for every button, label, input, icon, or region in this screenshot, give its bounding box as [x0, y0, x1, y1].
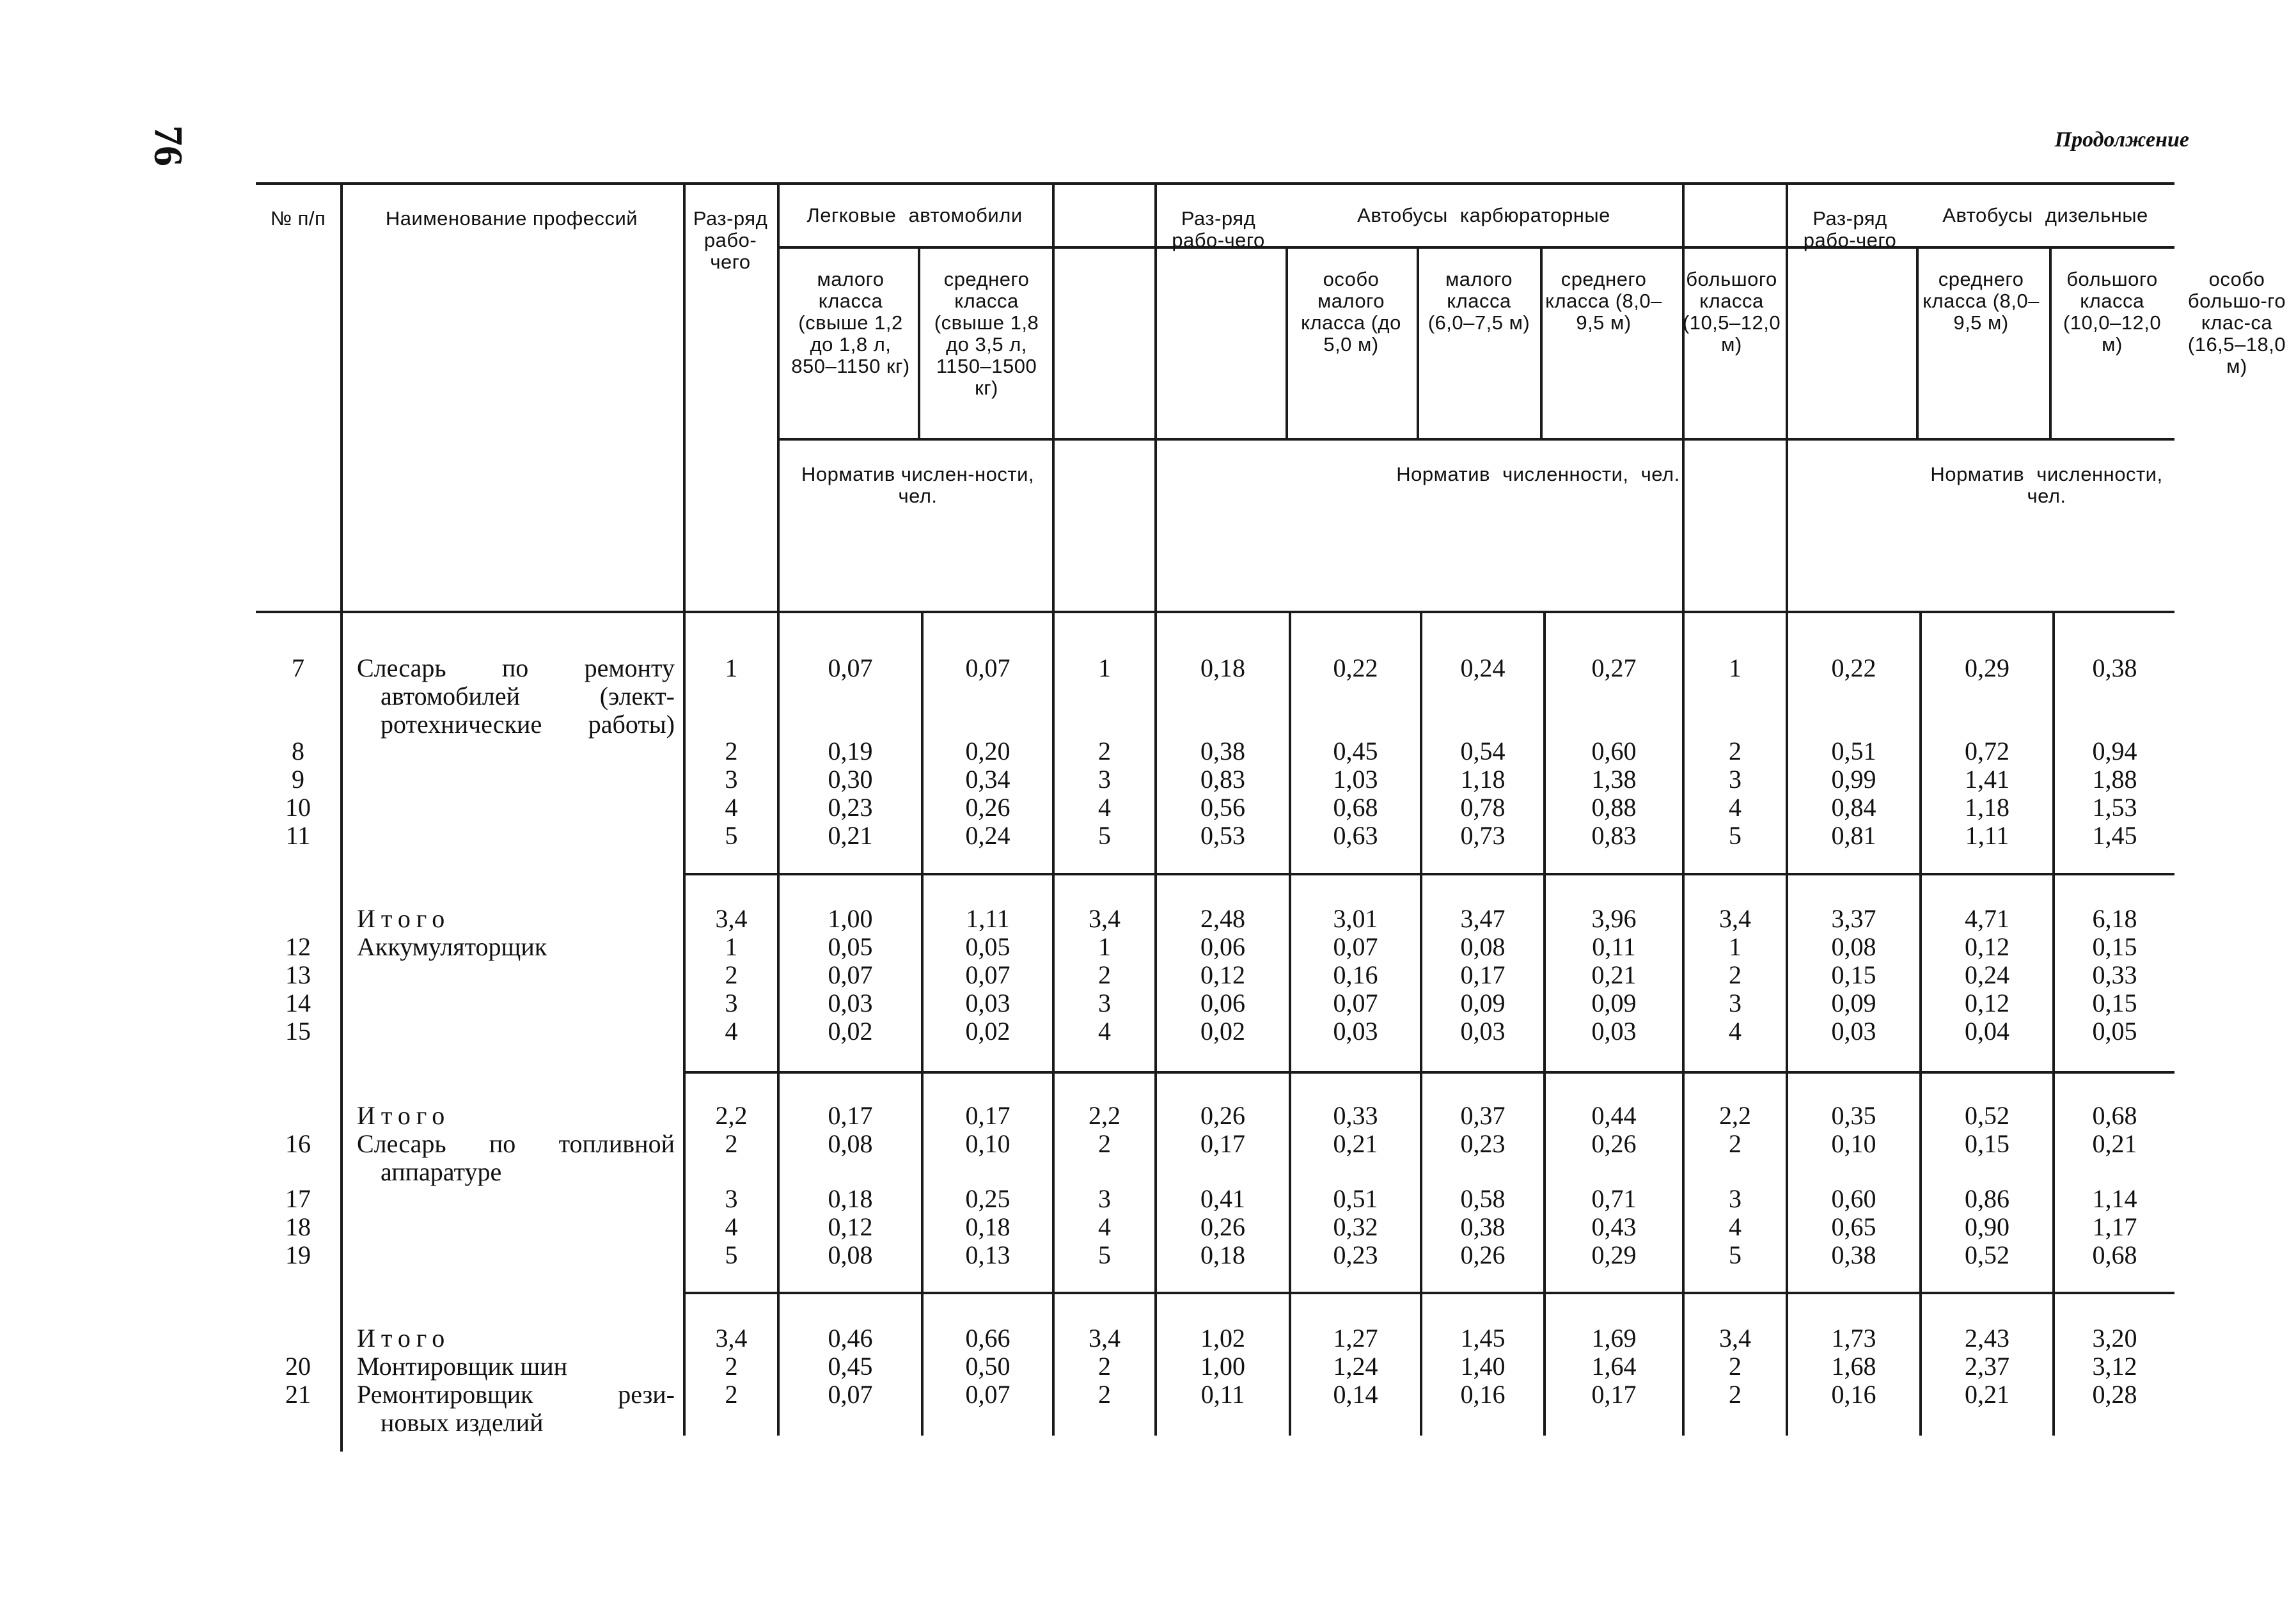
cell-r3: 2 — [1729, 1380, 1742, 1409]
cell-c1: 0,45 — [828, 1352, 873, 1381]
cell-b3: 0,37 — [1460, 1101, 1506, 1130]
cell-n: 20 — [285, 1352, 311, 1381]
cell-d1: 0,84 — [1831, 793, 1876, 822]
cell-c2: 0,24 — [965, 821, 1010, 850]
cell-r2: 3,4 — [1089, 904, 1120, 933]
cell-r1: 1 — [725, 932, 738, 961]
subtotal-label: Итого — [357, 904, 451, 933]
cell-r1: 2 — [725, 1129, 738, 1158]
profession-name: аппаратуре — [381, 1157, 502, 1186]
cell-b1: 0,41 — [1200, 1184, 1245, 1213]
cell-d2: 0,12 — [1965, 989, 2009, 1017]
cell-r2: 5 — [1098, 1241, 1111, 1269]
header-bottom-rule — [256, 611, 2174, 613]
cell-b4: 0,26 — [1591, 1129, 1637, 1158]
header-rank-2: Раз-ряд рабо-чего — [1172, 207, 1265, 251]
cell-d3: 1,88 — [2092, 765, 2137, 794]
cell-d2: 0,12 — [1965, 932, 2009, 961]
cell-c2: 0,10 — [965, 1129, 1010, 1158]
cell-n: 14 — [285, 989, 311, 1017]
cell-b4: 0,11 — [1592, 932, 1636, 961]
cell-d3: 0,68 — [2092, 1101, 2137, 1130]
cell-d3: 0,15 — [2092, 932, 2137, 961]
cell-r3: 2 — [1729, 1129, 1742, 1158]
cell-b3: 1,18 — [1460, 765, 1506, 794]
cell-n: 16 — [285, 1129, 311, 1158]
cell-b1: 0,12 — [1200, 960, 1245, 989]
cell-r3: 4 — [1729, 1212, 1742, 1241]
cell-b2: 0,51 — [1333, 1184, 1378, 1213]
cell-r3: 2,2 — [1719, 1101, 1751, 1130]
cell-c1: 0,19 — [828, 737, 873, 765]
cell-c2: 0,20 — [965, 737, 1010, 765]
cell-b4: 0,21 — [1591, 960, 1637, 989]
cell-r1: 2,2 — [715, 1101, 748, 1130]
cell-c1: 0,12 — [828, 1212, 873, 1241]
col-rule-carb-1-header — [1286, 246, 1288, 438]
header-diesel-norm: Норматив численности, чел. — [1930, 463, 2163, 507]
cell-d1: 0,60 — [1831, 1184, 1876, 1213]
profession-name: ротехнические работы) — [381, 710, 675, 739]
cell-r2: 2 — [1098, 1352, 1111, 1381]
cell-b2: 0,33 — [1333, 1101, 1378, 1130]
cell-d1: 0,03 — [1831, 1017, 1876, 1046]
header-carb-extra-small: особо малого класса (до 5,0 м) — [1301, 268, 1401, 356]
cell-r2: 1 — [1098, 654, 1111, 682]
cell-r3: 4 — [1729, 793, 1742, 822]
cell-c1: 0,30 — [828, 765, 873, 794]
cell-n: 21 — [285, 1380, 311, 1409]
profession-name: Аккумуляторщик — [357, 932, 547, 961]
cell-b3: 0,26 — [1460, 1241, 1506, 1269]
cell-d1: 0,08 — [1831, 932, 1876, 961]
cell-b2: 0,32 — [1333, 1212, 1378, 1241]
cell-b1: 0,17 — [1200, 1129, 1245, 1158]
cell-d3: 0,28 — [2092, 1380, 2137, 1409]
cell-d1: 0,38 — [1831, 1241, 1876, 1269]
cell-d1: 0,16 — [1831, 1380, 1876, 1409]
cell-d3: 0,21 — [2092, 1129, 2137, 1158]
cell-d1: 0,65 — [1831, 1212, 1876, 1241]
cell-d2: 0,72 — [1965, 737, 2009, 765]
header-cars-medium: среднего класса (свыше 1,8 до 3,5 л, 1150–1500 кг) — [934, 268, 1039, 399]
cell-b4: 0,83 — [1591, 821, 1637, 850]
cell-b2: 0,07 — [1333, 989, 1378, 1017]
cell-b1: 0,53 — [1200, 821, 1245, 850]
cell-c1: 0,21 — [828, 821, 873, 850]
cell-r1: 2 — [725, 737, 738, 765]
profession-name: автомобилей (элект- — [381, 682, 675, 710]
cell-b3: 0,09 — [1460, 989, 1506, 1017]
cell-r1: 3 — [725, 765, 738, 794]
cell-r3: 1 — [1729, 654, 1742, 682]
cell-b3: 0,16 — [1460, 1380, 1506, 1409]
cell-r3: 2 — [1729, 737, 1742, 765]
cell-c1: 0,07 — [828, 960, 873, 989]
cell-r2: 1 — [1098, 932, 1111, 961]
cell-b3: 0,23 — [1460, 1129, 1506, 1158]
cell-b2: 1,03 — [1333, 765, 1378, 794]
cell-r1: 5 — [725, 1241, 738, 1269]
cell-c1: 0,08 — [828, 1129, 873, 1158]
cell-r2: 2 — [1098, 960, 1111, 989]
subtotal-label: Итого — [357, 1324, 451, 1352]
header-cars-norm: Норматив числен-ности, чел. — [801, 463, 1035, 507]
cell-d3: 1,45 — [2092, 821, 2137, 850]
cell-c2: 0,34 — [965, 765, 1010, 794]
cell-b2: 0,21 — [1333, 1129, 1378, 1158]
cell-b4: 0,44 — [1591, 1101, 1637, 1130]
cell-c2: 0,13 — [965, 1241, 1010, 1269]
norms-table — [256, 182, 2286, 1461]
cell-d1: 1,68 — [1831, 1352, 1876, 1381]
cell-r1: 4 — [725, 793, 738, 822]
cell-d2: 0,29 — [1965, 654, 2009, 682]
cell-b3: 0,54 — [1460, 737, 1506, 765]
profession-name: Слесарь по ремонту — [357, 654, 675, 682]
cell-n: 9 — [292, 765, 304, 794]
cell-b4: 0,03 — [1591, 1017, 1637, 1046]
cell-c1: 0,46 — [828, 1324, 873, 1352]
cell-r2: 4 — [1098, 793, 1111, 822]
cell-d2: 1,18 — [1965, 793, 2009, 822]
cell-d2: 1,41 — [1965, 765, 2009, 794]
cell-b1: 0,06 — [1200, 989, 1245, 1017]
cell-b4: 3,96 — [1591, 904, 1637, 933]
cell-n: 13 — [285, 960, 311, 989]
cell-r2: 4 — [1098, 1212, 1111, 1241]
cell-b1: 0,02 — [1200, 1017, 1245, 1046]
header-diesel: Автобусы дизельные — [1942, 204, 2148, 226]
header-norm-rule — [777, 438, 2174, 441]
cell-c2: 0,03 — [965, 989, 1010, 1017]
cell-d2: 0,86 — [1965, 1184, 2009, 1213]
section-rule-3 — [684, 1292, 2174, 1294]
cell-n: 8 — [292, 737, 304, 765]
col-rule-num — [340, 182, 343, 1452]
cell-r3: 4 — [1729, 1017, 1742, 1046]
header-carb-small: малого класса (6,0–7,5 м) — [1427, 268, 1530, 334]
cell-r2: 5 — [1098, 821, 1111, 850]
cell-b1: 1,02 — [1200, 1324, 1245, 1352]
cell-d3: 3,12 — [2092, 1352, 2137, 1381]
cell-r2: 3 — [1098, 989, 1111, 1017]
continuation-label: Продолжение — [2054, 128, 2189, 152]
header-carb: Автобусы карбюраторные — [1357, 204, 1610, 226]
cell-n: 11 — [285, 821, 311, 850]
table-top-rule — [256, 182, 2174, 185]
col-rule-carb-3-header — [1540, 246, 1543, 438]
col-rule-cars-mid-header — [918, 246, 920, 438]
cell-d1: 1,73 — [1831, 1324, 1876, 1352]
cell-r2: 2,2 — [1089, 1101, 1120, 1130]
cell-d2: 1,11 — [1965, 821, 2009, 850]
cell-n: 17 — [285, 1184, 311, 1213]
cell-r3: 5 — [1729, 1241, 1742, 1269]
section-rule-1 — [684, 873, 2174, 875]
header-subgroup-rule — [777, 246, 2174, 249]
cell-b4: 1,38 — [1591, 765, 1637, 794]
cell-r1: 3 — [725, 1184, 738, 1213]
cell-c2: 1,11 — [966, 904, 1010, 933]
cell-r2: 2 — [1098, 1380, 1111, 1409]
cell-n: 10 — [285, 793, 311, 822]
cell-r2: 2 — [1098, 737, 1111, 765]
cell-b2: 0,07 — [1333, 932, 1378, 961]
cell-d1: 0,35 — [1831, 1101, 1876, 1130]
cell-b3: 0,03 — [1460, 1017, 1506, 1046]
cell-b4: 1,64 — [1591, 1352, 1637, 1381]
cell-d1: 0,51 — [1831, 737, 1876, 765]
cell-r1: 3,4 — [715, 1324, 748, 1352]
cell-d3: 0,05 — [2092, 1017, 2137, 1046]
cell-b4: 0,09 — [1591, 989, 1637, 1017]
cell-b1: 2,48 — [1200, 904, 1245, 933]
header-profession: Наименование профессий — [385, 207, 638, 230]
cell-b1: 0,06 — [1200, 932, 1245, 961]
cell-d3: 1,17 — [2092, 1212, 2137, 1241]
cell-r1: 3 — [725, 989, 738, 1017]
cell-r3: 1 — [1729, 932, 1742, 961]
cell-b4: 0,29 — [1591, 1241, 1637, 1269]
cell-b4: 0,71 — [1591, 1184, 1637, 1213]
cell-c1: 0,03 — [828, 989, 873, 1017]
cell-b1: 0,38 — [1200, 737, 1245, 765]
cell-c2: 0,17 — [965, 1101, 1010, 1130]
cell-b1: 0,26 — [1200, 1212, 1245, 1241]
cell-r3: 3 — [1729, 1184, 1742, 1213]
header-diesel-medium: среднего класса (8,0–9,5 м) — [1923, 268, 2040, 334]
cell-b2: 0,23 — [1333, 1241, 1378, 1269]
cell-b1: 0,26 — [1200, 1101, 1245, 1130]
cell-r3: 3 — [1729, 765, 1742, 794]
cell-d2: 0,04 — [1965, 1017, 2009, 1046]
header-carb-large: большого класса (10,5–12,0 м) — [1682, 268, 1781, 356]
cell-r1: 5 — [725, 821, 738, 850]
cell-b3: 0,58 — [1460, 1184, 1506, 1213]
cell-b1: 0,83 — [1200, 765, 1245, 794]
cell-r1: 1 — [725, 654, 738, 682]
col-rule-diesel-2-header — [2049, 246, 2052, 438]
cell-n: 7 — [292, 654, 304, 682]
cell-b1: 1,00 — [1200, 1352, 1245, 1381]
cell-d2: 4,71 — [1965, 904, 2009, 933]
cell-b3: 3,47 — [1460, 904, 1506, 933]
cell-c1: 0,23 — [828, 793, 873, 822]
cell-b2: 3,01 — [1333, 904, 1378, 933]
header-rank-3: Раз-ряд рабо-чего — [1803, 207, 1897, 251]
header-num: № п/п — [270, 207, 326, 230]
cell-b1: 0,18 — [1200, 1241, 1245, 1269]
cell-r1: 4 — [725, 1017, 738, 1046]
cell-d2: 0,21 — [1965, 1380, 2009, 1409]
cell-b4: 0,88 — [1591, 793, 1637, 822]
cell-r2: 3 — [1098, 1184, 1111, 1213]
cell-d3: 0,94 — [2092, 737, 2137, 765]
header-carb-medium: среднего класса (8,0–9,5 м) — [1545, 268, 1662, 334]
cell-n: 18 — [285, 1212, 311, 1241]
cell-n: 15 — [285, 1017, 311, 1046]
cell-b3: 0,78 — [1460, 793, 1506, 822]
cell-d2: 0,24 — [1965, 960, 2009, 989]
cell-d3: 0,15 — [2092, 989, 2137, 1017]
cell-c2: 0,50 — [965, 1352, 1010, 1381]
cell-d3: 0,68 — [2092, 1241, 2137, 1269]
page-number: 76 — [146, 125, 191, 166]
cell-c2: 0,26 — [965, 793, 1010, 822]
cell-r2: 3,4 — [1089, 1324, 1120, 1352]
cell-d3: 1,53 — [2092, 793, 2137, 822]
cell-d3: 0,38 — [2092, 654, 2137, 682]
cell-b2: 1,27 — [1333, 1324, 1378, 1352]
cell-d2: 0,90 — [1965, 1212, 2009, 1241]
cell-b4: 0,60 — [1591, 737, 1637, 765]
cell-b2: 0,68 — [1333, 793, 1378, 822]
cell-c2: 0,66 — [965, 1324, 1010, 1352]
cell-b2: 0,63 — [1333, 821, 1378, 850]
cell-r2: 4 — [1098, 1017, 1111, 1046]
cell-c1: 1,00 — [828, 904, 873, 933]
cell-r3: 2 — [1729, 960, 1742, 989]
cell-b4: 0,17 — [1591, 1380, 1637, 1409]
cell-c1: 0,07 — [828, 654, 873, 682]
cell-c1: 0,07 — [828, 1380, 873, 1409]
col-rule-carb-2-header — [1417, 246, 1419, 438]
cell-b4: 0,27 — [1591, 654, 1637, 682]
cell-r3: 2 — [1729, 1352, 1742, 1381]
header-carb-norm: Норматив численности, чел. — [1396, 463, 1680, 485]
cell-b2: 0,03 — [1333, 1017, 1378, 1046]
cell-d2: 0,52 — [1965, 1101, 2009, 1130]
header-rank-1: Раз-ряд рабо-чего — [693, 207, 768, 273]
cell-b2: 0,14 — [1333, 1380, 1378, 1409]
subtotal-label: Итого — [357, 1101, 451, 1130]
header-diesel-extra-large: особо большо-го клас-са (16,5–18,0 м) — [2187, 268, 2286, 377]
cell-b3: 1,45 — [1460, 1324, 1506, 1352]
cell-d1: 0,99 — [1831, 765, 1876, 794]
cell-c1: 0,18 — [828, 1184, 873, 1213]
header-diesel-large: большого класса (10,0–12,0 м) — [2063, 268, 2162, 356]
cell-c1: 0,05 — [828, 932, 873, 961]
cell-r1: 4 — [725, 1212, 738, 1241]
cell-b3: 0,08 — [1460, 932, 1506, 961]
section-rule-2 — [684, 1071, 2174, 1074]
cell-d1: 0,15 — [1831, 960, 1876, 989]
cell-b3: 0,24 — [1460, 654, 1506, 682]
cell-r3: 3,4 — [1719, 904, 1751, 933]
cell-d1: 0,81 — [1831, 821, 1876, 850]
cell-r1: 2 — [725, 960, 738, 989]
cell-d3: 1,14 — [2092, 1184, 2137, 1213]
cell-c2: 0,07 — [965, 1380, 1010, 1409]
cell-c2: 0,05 — [965, 932, 1010, 961]
cell-c2: 0,18 — [965, 1212, 1010, 1241]
cell-r1: 2 — [725, 1380, 738, 1409]
cell-b4: 0,43 — [1591, 1212, 1637, 1241]
cell-r3: 3,4 — [1719, 1324, 1751, 1352]
cell-b1: 0,11 — [1200, 1380, 1245, 1409]
cell-d2: 0,52 — [1965, 1241, 2009, 1269]
cell-d1: 0,22 — [1831, 654, 1876, 682]
cell-b3: 0,73 — [1460, 821, 1506, 850]
cell-b3: 1,40 — [1460, 1352, 1506, 1381]
cell-d1: 0,10 — [1831, 1129, 1876, 1158]
cell-d3: 3,20 — [2092, 1324, 2137, 1352]
cell-b2: 1,24 — [1333, 1352, 1378, 1381]
cell-c2: 0,02 — [965, 1017, 1010, 1046]
cell-r3: 5 — [1729, 821, 1742, 850]
cell-c1: 0,08 — [828, 1241, 873, 1269]
cell-c2: 0,07 — [965, 960, 1010, 989]
profession-name: новых изделий — [381, 1408, 544, 1437]
cell-c2: 0,07 — [965, 654, 1010, 682]
cell-r2: 2 — [1098, 1129, 1111, 1158]
header-cars-small: малого класса (свыше 1,2 до 1,8 л, 850–1150 кг) — [791, 268, 910, 377]
cell-r1: 3,4 — [715, 904, 748, 933]
cell-b4: 1,69 — [1591, 1324, 1637, 1352]
cell-d3: 6,18 — [2092, 904, 2137, 933]
cell-b3: 0,17 — [1460, 960, 1506, 989]
cell-b2: 0,16 — [1333, 960, 1378, 989]
cell-b2: 0,22 — [1333, 654, 1378, 682]
header-cars: Легковые автомобили — [806, 204, 1023, 226]
cell-c1: 0,02 — [828, 1017, 873, 1046]
cell-d1: 3,37 — [1831, 904, 1876, 933]
profession-name: Монтировщик шин — [357, 1352, 568, 1381]
cell-d2: 2,43 — [1965, 1324, 2009, 1352]
cell-r1: 2 — [725, 1352, 738, 1381]
cell-n: 19 — [285, 1241, 311, 1269]
profession-name: Слесарь по топливной — [357, 1129, 675, 1158]
cell-r2: 3 — [1098, 765, 1111, 794]
cell-c2: 0,25 — [965, 1184, 1010, 1213]
cell-d2: 0,15 — [1965, 1129, 2009, 1158]
cell-b2: 0,45 — [1333, 737, 1378, 765]
cell-b3: 0,38 — [1460, 1212, 1506, 1241]
cell-c1: 0,17 — [828, 1101, 873, 1130]
cell-r3: 3 — [1729, 989, 1742, 1017]
cell-n: 12 — [285, 932, 311, 961]
cell-b1: 0,18 — [1200, 654, 1245, 682]
cell-d3: 0,33 — [2092, 960, 2137, 989]
cell-d2: 2,37 — [1965, 1352, 2009, 1381]
profession-name: Ремонтировщик рези- — [357, 1380, 675, 1409]
cell-d1: 0,09 — [1831, 989, 1876, 1017]
cell-b1: 0,56 — [1200, 793, 1245, 822]
